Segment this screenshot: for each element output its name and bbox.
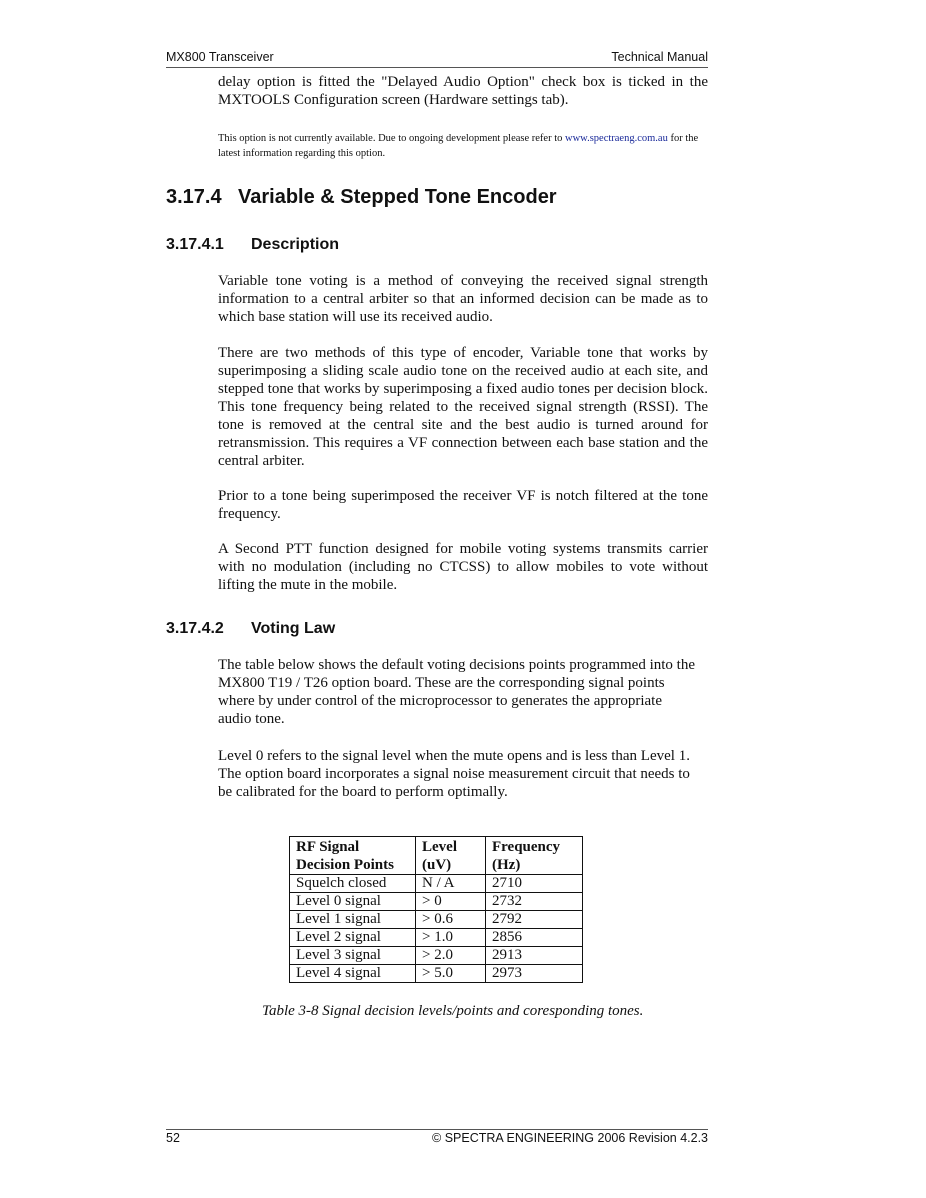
table-cell: 2732: [486, 893, 583, 911]
voting-law-paragraph: The table below shows the default voting decisions points programmed into the MX800 T19 / T26 option board. These are the corresponding signal points where by under control of the microprocessor to generates the appropriate audio tone.: [218, 657, 695, 727]
subsection-title: Description: [251, 236, 340, 253]
table-cell: 2792: [486, 911, 583, 929]
table-cell: Level 0 signal: [290, 893, 416, 911]
column-header: RF Signal Decision Points: [290, 837, 416, 875]
table-cell: 2710: [486, 875, 583, 893]
voting-law-paragraph: Level 0 refers to the signal level when the mute opens and is less than Level 1. The option board incorporates a signal noise measurement circuit that needs to be calibrated for the board to perform optimally.: [218, 748, 690, 800]
table-row: [290, 965, 583, 983]
subsection-heading-voting-law: [166, 620, 335, 638]
footer-copyright: © SPECTRA ENGINEERING 2006 Revision 4.2.3: [432, 1131, 708, 1145]
table-cell: 2973: [486, 965, 583, 983]
description-paragraph: Prior to a tone being superimposed the receiver VF is notch filtered at the tone frequency.: [218, 488, 708, 522]
table-cell: Level 2 signal: [290, 929, 416, 947]
subsection-number: 3.17.4.1: [166, 236, 224, 253]
footer-rule: [166, 1129, 708, 1130]
voting-decision-table: [289, 836, 583, 983]
table-cell: Level 4 signal: [290, 965, 416, 983]
table-header-row: [290, 837, 583, 875]
header-left: MX800 Transceiver: [166, 50, 274, 64]
description-paragraph: A Second PTT function designed for mobile voting systems transmits carrier with no modulation (including no CTCSS) to allow mobiles to vote without lifting the mute in the mobile.: [218, 541, 708, 593]
table-row: [290, 893, 583, 911]
section-title: Variable & Stepped Tone Encoder: [238, 186, 557, 208]
availability-note: [218, 131, 713, 161]
intro-paragraph: delay option is fitted the "Delayed Audio Option" check box is ticked in the MXTOOLS Configuration screen (Hardware settings tab).: [218, 74, 708, 108]
table-cell: 2856: [486, 929, 583, 947]
section-heading: [166, 186, 557, 209]
table-cell: N / A: [416, 875, 486, 893]
table-cell: Level 3 signal: [290, 947, 416, 965]
table-cell: > 0: [416, 893, 486, 911]
subsection-number: 3.17.4.2: [166, 620, 224, 637]
note-text: This option is not currently available. Due to ongoing development please refer to: [218, 133, 565, 144]
table-row: [290, 911, 583, 929]
table-cell: > 5.0: [416, 965, 486, 983]
subsection-heading-description: [166, 236, 339, 254]
subsection-title: Voting Law: [251, 620, 336, 637]
website-link[interactable]: www.spectraeng.com.au: [565, 133, 668, 144]
table-row: [290, 875, 583, 893]
table-cell: 2913: [486, 947, 583, 965]
section-number: 3.17.4: [166, 186, 222, 208]
table-cell: > 2.0: [416, 947, 486, 965]
page-footer: [166, 1131, 708, 1145]
description-paragraph: Variable tone voting is a method of conveying the received signal strength information to a central arbiter so that an informed decision can be made as to which base station will use its received audio.: [218, 273, 708, 325]
table-row: [290, 947, 583, 965]
table-caption: Table 3-8 Signal decision levels/points and coresponding tones.: [262, 1003, 644, 1019]
note-text-end: for the latest information regarding this option.: [218, 133, 699, 159]
table-cell: > 1.0: [416, 929, 486, 947]
header-rule: [166, 67, 708, 68]
table-row: [290, 929, 583, 947]
table-cell: Squelch closed: [290, 875, 416, 893]
page-number: 52: [166, 1131, 180, 1145]
table-cell: Level 1 signal: [290, 911, 416, 929]
description-paragraph: There are two methods of this type of encoder, Variable tone that works by superimposing a sliding scale audio tone on the received audio at each site, and stepped tone that works by superimposing a fixed audio tones per decision block. This tone frequency being related to the received signal strength (RSSI). The tone is removed at the central site and the best audio is turned around for retransmission. This requires a VF connection between each base station and the central arbiter.: [218, 345, 708, 469]
table-cell: > 0.6: [416, 911, 486, 929]
column-header: Frequency (Hz): [486, 837, 583, 875]
column-header: Level (uV): [416, 837, 486, 875]
header-right: Technical Manual: [611, 50, 708, 64]
page-header: [166, 50, 708, 64]
